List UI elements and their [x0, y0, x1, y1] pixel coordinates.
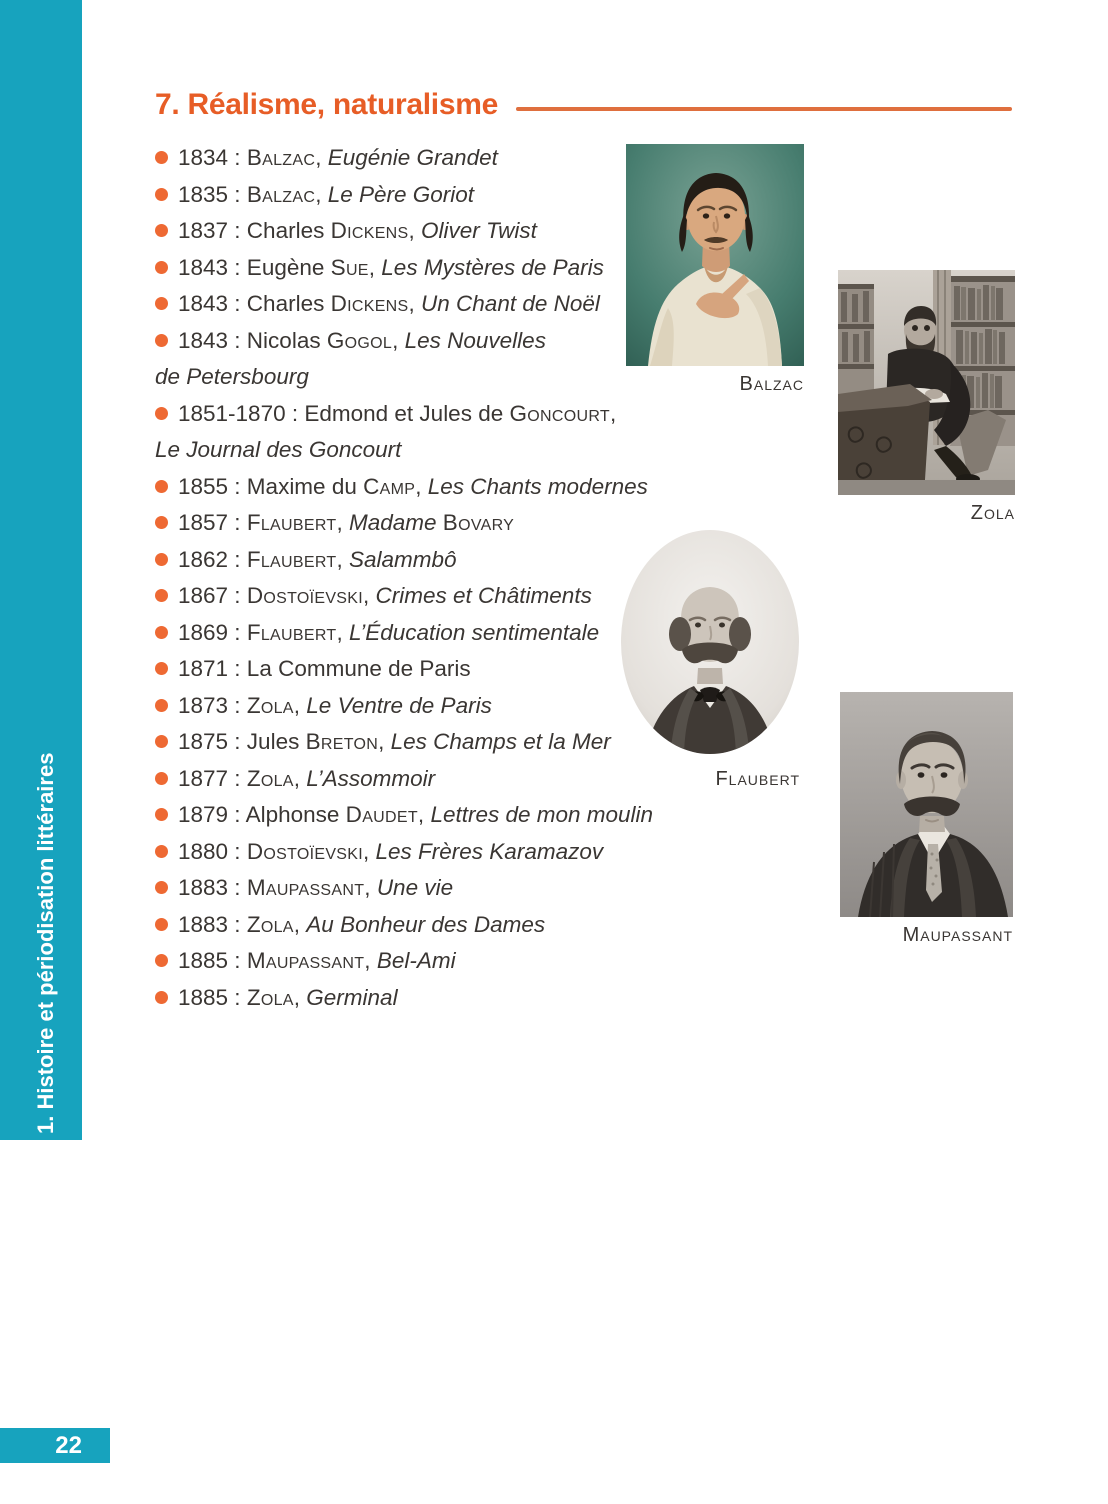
bullet-icon [155, 954, 168, 967]
heading-rule [516, 107, 1012, 111]
bullet-icon [155, 589, 168, 602]
bullet-icon [155, 188, 168, 201]
flaubert-portrait-figure [620, 528, 800, 791]
page-number-badge [0, 1428, 110, 1463]
maupassant-caption: Maupassant [902, 924, 1013, 946]
bullet-icon [155, 516, 168, 529]
bullet-icon [155, 991, 168, 1004]
bullet-icon [155, 224, 168, 237]
timeline-entry: 1855 : Maxime du Camp, Les Chants modernes [155, 469, 685, 506]
timeline-entry: 1843 : Charles Dickens, Un Chant de Noël [155, 286, 685, 323]
chapter-sidebar-label: 1. Histoire et périodisation littéraires [33, 752, 58, 1134]
timeline-entry: 1880 : Dostoïevski, Les Frères Karamazov [155, 834, 685, 871]
timeline-entry: 1843 : Nicolas Gogol, Les Nouvelles de Petersbourg [155, 327, 546, 389]
bullet-icon [155, 845, 168, 858]
bullet-icon [155, 334, 168, 347]
timeline-entry: 1869 : Flaubert, L’Éducation sentimentale [155, 615, 685, 652]
timeline-entry: 1835 : Balzac, Le Père Goriot [155, 177, 685, 214]
bullet-icon [155, 918, 168, 931]
bullet-icon [155, 662, 168, 675]
page-number: 22 [55, 1431, 82, 1459]
timeline-list [155, 140, 685, 1016]
flaubert-portrait-image [620, 528, 800, 761]
zola-portrait-image [838, 270, 1015, 495]
bullet-icon [155, 626, 168, 639]
bullet-icon [155, 881, 168, 894]
bullet-icon [155, 735, 168, 748]
timeline-entry: 1885 : Maupassant, Bel-Ami [155, 943, 685, 980]
zola-portrait-figure [838, 270, 1015, 525]
timeline-entry: 1834 : Balzac, Eugénie Grandet [155, 140, 685, 177]
flaubert-caption: Flaubert [715, 768, 800, 790]
zola-caption: Zola [970, 502, 1015, 524]
timeline-entry: 1877 : Zola, L’Assommoir [155, 761, 685, 798]
bullet-icon [155, 699, 168, 712]
timeline-entry: 1843 : Eugène Sue, Les Mystères de Paris [155, 250, 685, 287]
bullet-icon [155, 553, 168, 566]
timeline-entry: 1837 : Charles Dickens, Oliver Twist [155, 213, 685, 250]
section-heading-row [155, 88, 1012, 122]
bullet-icon [155, 407, 168, 420]
bullet-icon [155, 297, 168, 310]
timeline-entry: 1879 : Alphonse Daudet, Lettres de mon moulin [155, 797, 685, 834]
timeline-entry: 1871 : La Commune de Paris [155, 651, 685, 688]
bullet-icon [155, 480, 168, 493]
balzac-portrait-image [626, 144, 804, 366]
maupassant-portrait-image [840, 692, 1013, 917]
timeline-entry: 1857 : Flaubert, Madame Bovary [155, 505, 685, 542]
timeline-entry: 1883 : Zola, Au Bonheur des Dames [155, 907, 685, 944]
timeline-entry: 1851-1870 : Edmond et Jules de Goncourt, Le Journal des Goncourt [155, 400, 617, 462]
maupassant-portrait-figure [840, 692, 1013, 947]
timeline-entry: 1867 : Dostoïevski, Crimes et Châtiments [155, 578, 685, 615]
bullet-icon [155, 808, 168, 821]
bullet-icon [155, 772, 168, 785]
timeline-entry: 1875 : Jules Breton, Les Champs et la Mer [155, 724, 685, 761]
bullet-icon [155, 151, 168, 164]
section-title: 7. Réalisme, naturalisme [155, 88, 498, 121]
balzac-caption: Balzac [739, 373, 804, 395]
timeline-entry: 1873 : Zola, Le Ventre de Paris [155, 688, 685, 725]
timeline-entry: 1885 : Zola, Germinal [155, 980, 685, 1017]
balzac-portrait-figure [626, 144, 804, 396]
timeline-entry: 1862 : Flaubert, Salammbô [155, 542, 685, 579]
timeline-entry: 1883 : Maupassant, Une vie [155, 870, 685, 907]
bullet-icon [155, 261, 168, 274]
